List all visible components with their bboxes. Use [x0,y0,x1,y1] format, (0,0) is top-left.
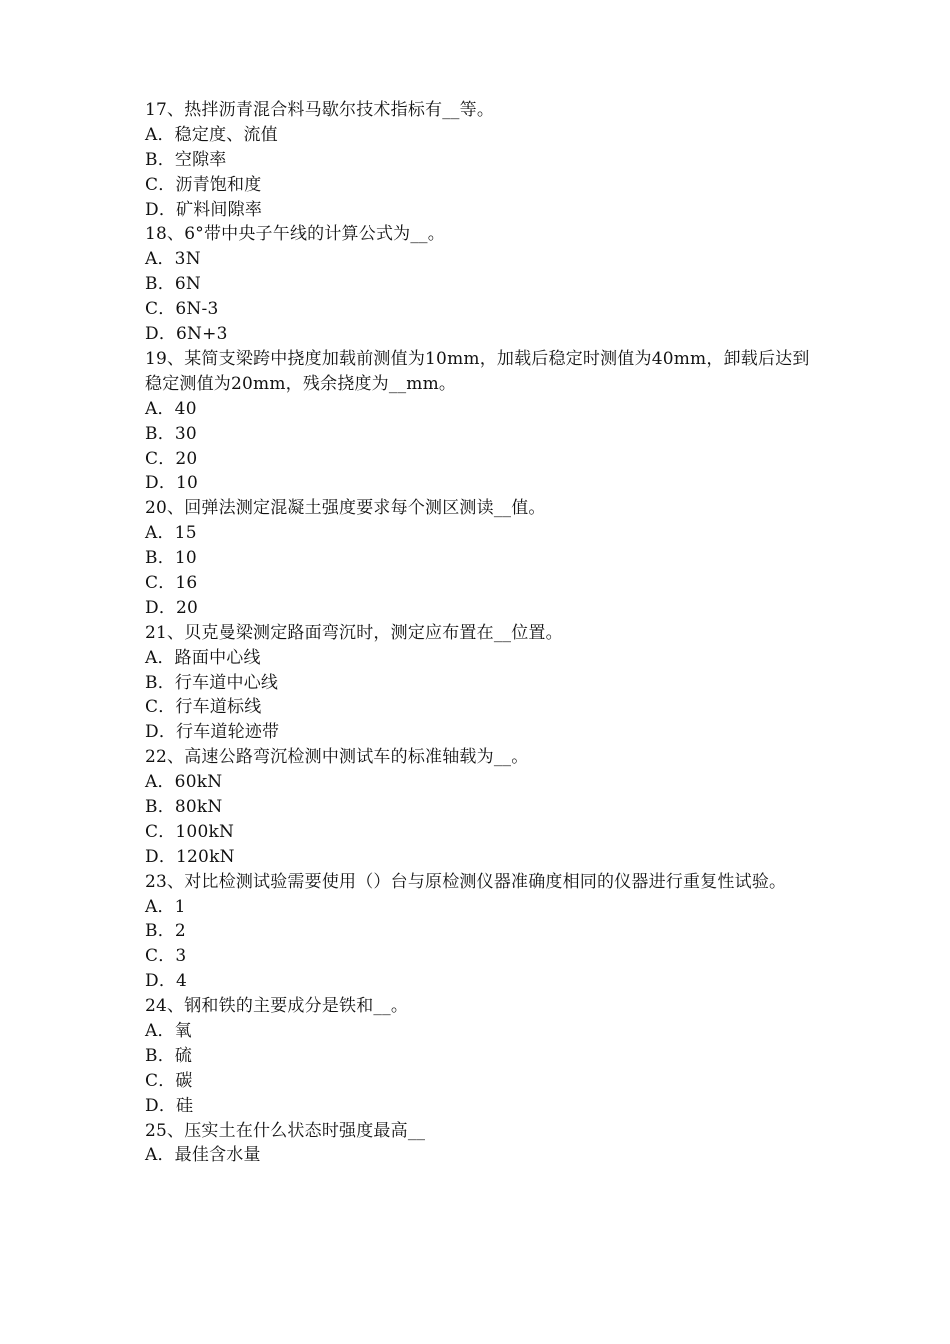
option-c: C．碳 [145,1070,193,1091]
option-a: A．最佳含水量 [145,1145,261,1166]
option-a: A．60kN [145,772,223,793]
question-22 [145,745,810,869]
option-d: D．硅 [145,1095,194,1116]
option-b: B．空隙率 [145,149,227,170]
question-stem: 22、高速公路弯沉检测中测试车的标准轴载为__。 [145,747,529,768]
question-24 [145,994,810,1118]
question-23 [145,870,810,994]
option-b: B．30 [145,423,197,444]
option-c: C．沥青饱和度 [145,174,262,195]
question-25 [145,1119,810,1169]
option-d: D．4 [145,971,188,992]
option-b: B．行车道中心线 [145,672,279,693]
question-stem: 17、热拌沥青混合料马歇尔技术指标有__等。 [145,100,495,120]
option-c: C．6N-3 [145,299,219,320]
question-stem: 23、对比检测试验需要使用（）台与原检测仪器准确度相同的仪器进行重复性试验。 [145,871,787,892]
option-b: B．80kN [145,796,223,817]
question-stem: 24、钢和铁的主要成分是铁和__。 [145,996,409,1017]
option-d: D．行车道轮迹带 [145,722,280,743]
option-c: C．行车道标线 [145,697,262,718]
question-20 [145,496,810,620]
option-b: B．硫 [145,1045,193,1066]
option-b: B．10 [145,548,197,569]
option-b: B．2 [145,921,186,942]
option-a: A．氧 [145,1021,192,1041]
question-18 [145,222,810,346]
question-stem: 20、回弹法测定混凝土强度要求每个测区测读__值。 [145,498,546,519]
question-list [145,98,810,1168]
option-a: A．路面中心线 [145,647,261,668]
question-stem: 25、压实土在什么状态时强度最高__ [145,1120,426,1141]
option-d: D．20 [145,597,199,618]
question-21 [145,621,810,745]
question-stem: 19、某简支梁跨中挠度加载前测值为10mm，加载后稳定时测值为40mm，卸载后达到稳定测值为20mm，残余挠度为__mm。 [145,348,810,394]
question-17 [145,98,810,222]
option-c: C．100kN [145,821,235,842]
option-c: C．20 [145,448,198,469]
question-stem: 21、贝克曼梁测定路面弯沉时，测定应布置在__位置。 [145,622,563,643]
option-d: D．矿料间隙率 [145,199,263,220]
option-b: B．6N [145,274,201,295]
option-a: A．15 [145,523,197,544]
option-d: D．120kN [145,846,235,867]
option-d: D．6N+3 [145,324,228,345]
option-a: A．1 [145,896,186,917]
option-a: A．3N [145,249,201,270]
option-a: A．40 [145,398,197,419]
option-d: D．10 [145,473,199,494]
question-stem: 18、6°带中央子午线的计算公式为__。 [145,224,445,245]
option-a: A．稳定度、流值 [145,124,278,145]
question-19 [145,347,810,496]
option-c: C．3 [145,946,187,967]
option-c: C．16 [145,572,198,593]
